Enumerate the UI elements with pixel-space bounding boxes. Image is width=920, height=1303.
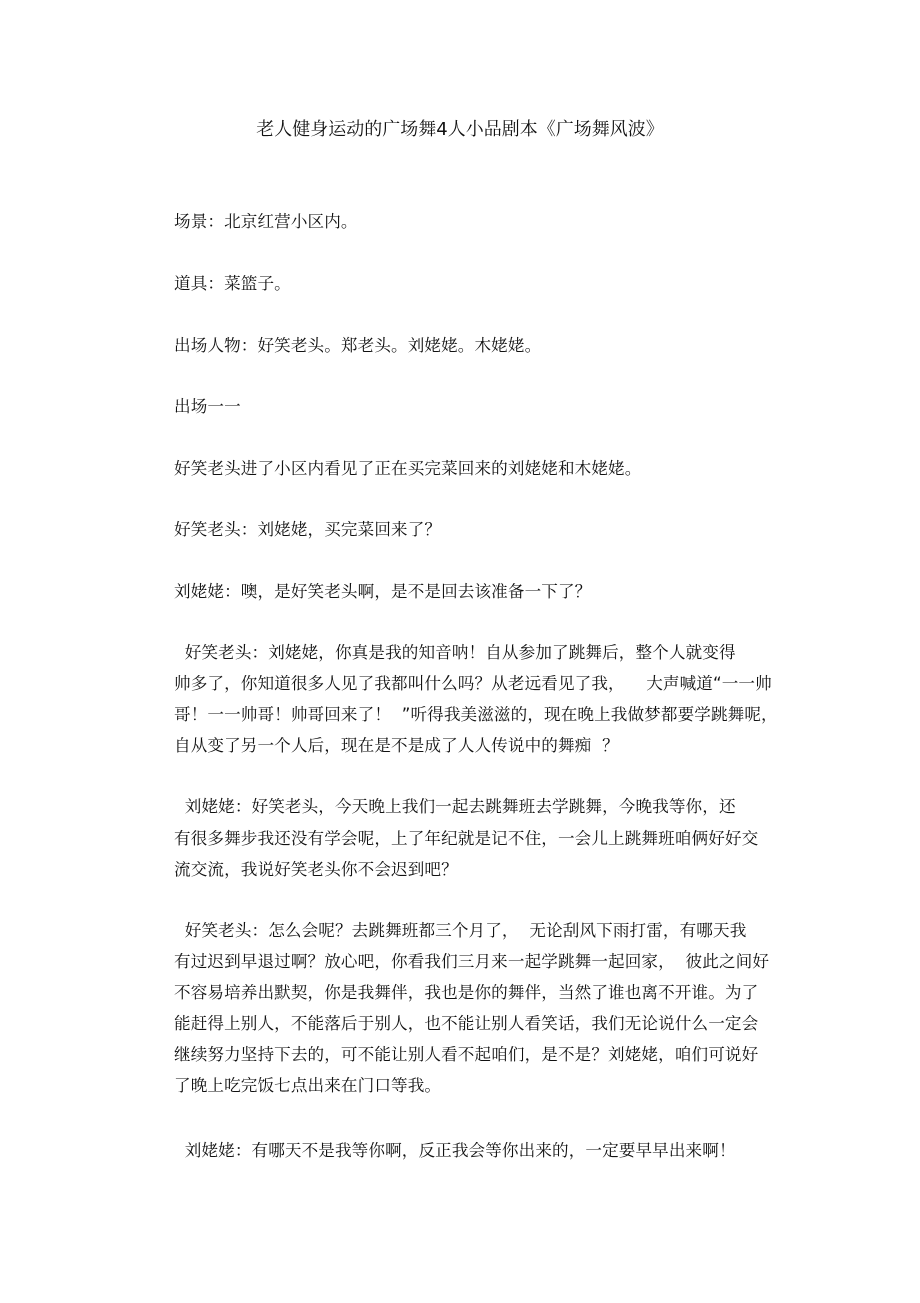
- text-line: 刘姥姥：好笑老头，今天晚上我们一起去跳舞班去学跳舞，今晚我等你，还: [174, 797, 736, 816]
- text-line: 好笑老头进了小区内看见了正在买完菜回来的刘姥姥和木姥姥。: [174, 459, 642, 478]
- text-line: 有过迟到早退过啊？放心吧，你看我们三月来一起学跳舞一起回家， 彼此之间好: [174, 952, 770, 971]
- text-line: 场景：北京红营小区内。: [174, 212, 358, 231]
- text-line: 能赶得上别人，不能落后于别人，也不能让别人看笑话，我们无论说什么一定会: [174, 1014, 759, 1033]
- text-line: 道具：菜篮子。: [174, 274, 291, 293]
- text-line: 不容易培养出默契，你是我舞伴，我也是你的舞伴，当然了谁也离不开谁。为了: [174, 983, 759, 1002]
- text-line: 了晚上吃完饭七点出来在门口等我。: [174, 1076, 442, 1095]
- text-line: 帅多了，你知道很多人见了我都叫什么吗？从老远看见了我， 大声喊道“一一帅: [174, 674, 772, 693]
- text-line: 刘姥姥：有哪天不是我等你啊，反正我会等你出来的，一定要早早出来啊！: [174, 1141, 736, 1160]
- text-line: 好笑老头：刘姥姥，买完菜回来了？: [174, 520, 442, 539]
- text-line: 哥！一一帅哥！帅哥回来了！ ”听得我美滋滋的，现在晚上我做梦都要学跳舞呢，: [174, 705, 778, 724]
- text-line: 继续努力坚持下去的，可不能让别人看不起咱们，是不是？刘姥姥，咱们可说好: [174, 1045, 759, 1064]
- text-line: 出场一一: [174, 397, 241, 416]
- text-line: 有很多舞步我还没有学会呢，上了年纪就是记不住，一会儿上跳舞班咱俩好好交: [174, 829, 759, 848]
- text-line: 自从变了另一个人后，现在是不是成了人人传说中的舞痴 ？: [174, 736, 619, 755]
- text-line: 刘姥姥：噢，是好笑老头啊，是不是回去该准备一下了？: [174, 582, 592, 601]
- document-title: 老人健身运动的广场舞4人小品剧本《广场舞风波》: [256, 119, 664, 140]
- text-line: 好笑老头：怎么会呢？去跳舞班都三个月了， 无论刮风下雨打雷，有哪天我: [174, 921, 747, 940]
- text-line: 出场人物：好笑老头。郑老头。刘姥姥。木姥姥。: [174, 336, 542, 355]
- text-line: 流交流，我说好笑老头你不会迟到吧？: [174, 860, 458, 879]
- text-line: 好笑老头：刘姥姥，你真是我的知音呐！自从参加了跳舞后，整个人就变得: [174, 643, 736, 662]
